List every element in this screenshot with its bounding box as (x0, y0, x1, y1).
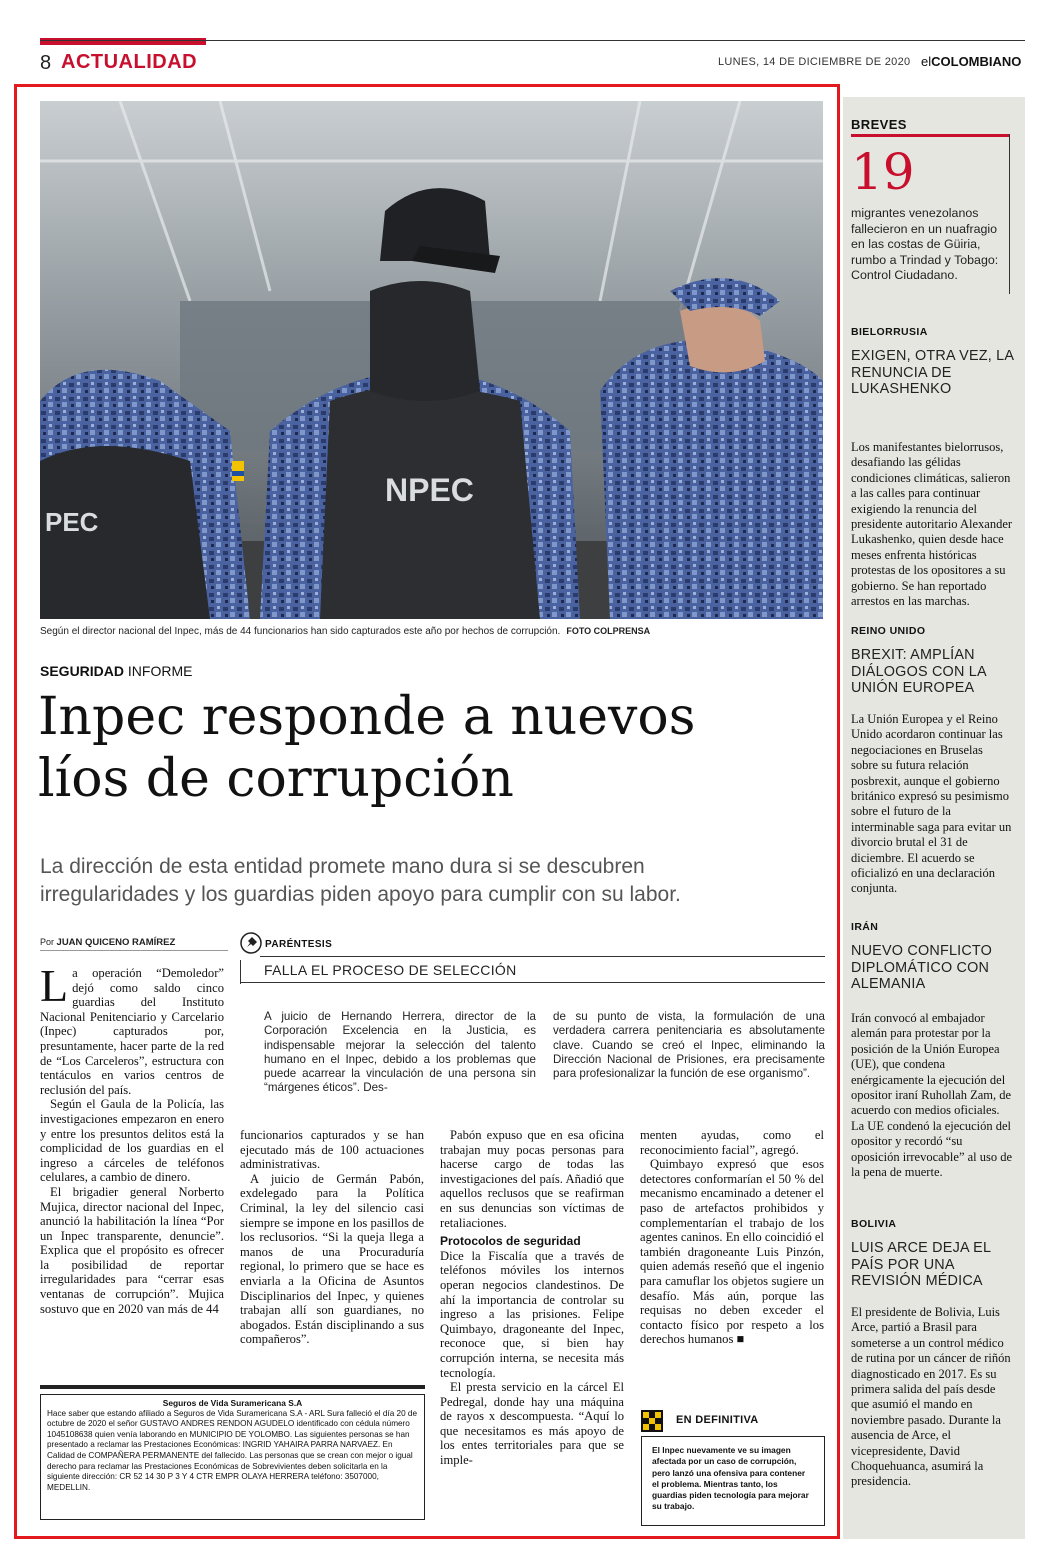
vest-text-left: PEC (45, 507, 99, 537)
byline (40, 937, 175, 948)
paragraph: menten ayudas, como el reconocimiento facial”, agregó. (640, 1128, 824, 1157)
issue-date: LUNES, 14 DE DICIEMBRE DE 2020 (718, 56, 911, 68)
article-column-1 (40, 960, 224, 1316)
brief-kicker: BOLIVIA (851, 1218, 897, 1230)
brief-headline: LUIS ARCE DEJA EL PAÍS POR UNA REVISIÓN MÉDICA (851, 1240, 991, 1290)
brief-kicker: BIELORRUSIA (851, 326, 928, 338)
paragraph (40, 960, 224, 1097)
paragraph: El presta servicio en la cárcel El Pedregal, donde hay una máquina de rayos x descompuesta. “Aquí lo que necesitamos es más apoyo de los entes territoriales para que se imple- (440, 1380, 624, 1468)
parentesis-title: FALLA EL PROCESO DE SELECCIÓN (264, 962, 517, 978)
legal-notice (40, 1394, 425, 1520)
logo-prefix: el (921, 54, 932, 69)
sidebar-title: BREVES (851, 117, 907, 132)
sidebar-big-text: migrantes venezolanos fallecieron en un nuafragio en las costas de Güiria, rumbo a Trindad y Tobago: Control Ciudadano. (851, 206, 999, 283)
header-rule (40, 40, 1025, 41)
parentesis-text-left: A juicio de Hernando Herrera, director de la Corporación Excelencia en la Justicia, es indispensable mejorar la selección del talento humano en el Inpec, debido a los problemas que puede acarrear la vinculación de una persona sin “márgenes éticos”. Des- (264, 1010, 536, 1095)
paragraph: Dice la Fiscalía que a través de teléfonos móviles los internos operan negocios clandestinos. De ahí la importancia de controlar su ingreso a las prisiones. Felipe Quimbayo, dragoneante del Inpec, reconoce que, si bien hay corrupción interna, se necesita más tecnología. (440, 1248, 624, 1380)
paragraph: funcionarios capturados y se han ejecutado más de 100 actuaciones administrativas. (240, 1128, 424, 1172)
article-column-4 (640, 1128, 824, 1347)
brief-text: Irán convocó al embajador alemán para protestar por la posición de la Unión Europea (UE), que condena enérgicamente la ejecución del opositor iraní Ruhollah Zam, de acuerdo con medios oficiales. La UE condenó la ejecución del opositor y recordó “su oposición irrevocable” al uso de la pena de muerte. (851, 1011, 1013, 1180)
sidebar-title-rule (851, 134, 1009, 137)
page-number: 8 (40, 52, 52, 74)
definitiva-label: EN DEFINITIVA (676, 1414, 759, 1426)
parentesis-text-right: de su punto de vista, la formulación de una verdadera carrera penitenciaria es absolutamente clave. Cuando se creó el Inpec, eliminando la Dirección Nacional de Prisiones, era precisamente para profesionalizar la función de ese organismo”. (553, 1010, 825, 1081)
vest-text-center: NPEC (385, 472, 474, 508)
sidebar-big-number: 19 (851, 143, 915, 201)
photo-caption (40, 626, 825, 637)
brief-kicker: IRÁN (851, 921, 879, 933)
notice-body: Hace saber que estando afiliado a Seguros de Vida Suramericana S.A - ARL Sura falleció el día 20 de octubre de 2020 el señor GUSTAVO ANDRES RENDON AGUDELO identificado con cédula número 1045108638 quien venía laborando en MUNICIPIO DE YOLOMBO. Las siguientes personas se han presentado a reclamar las Prestaciones Económicas: INGRID YAHAIRA PARRA NARVAEZ. En Calidad de COMPAÑERA PERMANENTE del fallecido. Las personas que se crean con mejor o igual derecho para reclamar las Prestaciones Económicas de Sobrevivientes deben solicitarla en la siguiente dirección: CR 52 14 30 P 3 Y 4 CTR EMPR OLAYA HERRERA teléfono: 3507000, MEDELLIN. (47, 1408, 418, 1492)
brief-kicker: REINO UNIDO (851, 625, 926, 637)
section-subtitle: Protocolos de seguridad (440, 1234, 581, 1249)
dropcap: L (40, 960, 69, 1011)
article-headline (38, 686, 828, 810)
article-column-3 (440, 1128, 624, 1468)
brief-text: El presidente de Bolivia, Luis Arce, partió a Brasil para someterse a un control médico de rutina por un cáncer de riñón diagnosticado en 2017. Es su primera salida del país desde que asumió el mando en noviembre pasado. Durante la ausencia de Arce, el vicepresidente, David Choquehuanca, asumirá la presidencia. (851, 1305, 1011, 1489)
paragraph: Según el Gaula de la Policía, las investigaciones empezaron en enero y entre los presuntos delitos está la complicidad de los guardias en el ingreso a cárceles de teléfonos celulares, a cambio de dinero. (40, 1097, 224, 1185)
section-name: ACTUALIDAD (61, 51, 198, 73)
logo-name: COLOMBIANO (931, 54, 1022, 69)
paragraph-text: a operación “Demoledor” dejó como saldo cinco guardias del Instituto Nacional Penitenciario y Carcelario (Inpec) capturados por, presuntamente, hacer parte de la red de “Los Carceleros”, estructura con tentáculos en varios centros de reclusión del país. (40, 966, 224, 1097)
article-column-2 (240, 1128, 424, 1347)
byline-author: JUAN QUICENO RAMÍREZ (56, 937, 176, 948)
subhead-line-2: irregularidades y los guardias piden apoyo para cumplir con su labor. (40, 883, 681, 906)
byline-rule (40, 950, 228, 951)
definitiva-box: El Inpec nuevamente ve su imagen afectada por un caso de corrupción, pero lanzó una ofensiva para contener el problema. Mientras tanto, los guardias piden tecnología para mejorar su trabajo. (641, 1436, 825, 1526)
brief-headline: NUEVO CONFLICTO DIPLOMÁTICO CON ALEMANIA (851, 943, 993, 993)
parentesis-rule (260, 956, 825, 957)
parentesis-label: PARÉNTESIS (265, 939, 333, 950)
paragraph: El brigadier general Norberto Mujica, director nacional del Inpec, anunció la habilitación la línea “Por un Inpec transparente, denuncie”. Explica que el propósito es ofrecer la posibilidad de reportar irregularidades para “cerrar esas ventanas de corrupción”. Mujica sostuvo que en 2020 van más de 44 (40, 1184, 224, 1316)
brief-text: La Unión Europea y el Reino Unido acordaron continuar las negociaciones en Bruselas sobre su futura relación posbrexit, aunque el gobierno británico expresó su pesimismo sobre el futuro de la interminable saga para evitar un divorcio brutal el 31 de diciembre. El acuerdo se oficializó en una declaración conjunta. (851, 712, 1012, 896)
photo-credit: FOTO COLPRENSA (566, 626, 651, 636)
byline-prefix: Por (40, 937, 55, 947)
article-subhead (40, 853, 820, 909)
paragraph: A juicio de Germán Pabón, exdelegado para la Política Criminal, la ley del silencio casi siempre se impone en los pasillos de los reclusorios. “Si la queja llega a manos de una Procuraduría regional, lo primero que se hace es enviarla a la Oficina de Asuntos Disciplinarios del Inpec, y quienes trabajan allí son guardianes, no abogados. Están disciplinando a sus compañeros”. (240, 1171, 424, 1347)
newspaper-logo (921, 54, 1021, 69)
brief-text: Los manifestantes bielorrusos, desafiando las gélidas condiciones climáticas, salieron a las calles para continuar exigiendo la renuncia del presidente autoritario Alexander Lukashenko, quien desde hace meses enfrenta históricas protestas de los opositores a su gobierno. Se han reportado arrestos en las marchas. (851, 440, 1013, 609)
brief-headline: EXIGEN, OTRA VEZ, LA RENUNCIA DE LUKASHENKO (851, 348, 1014, 398)
headline-line-2: líos de corrupción (38, 749, 514, 809)
parentesis-vrule (240, 960, 241, 984)
kicker-section: SEGURIDAD (40, 663, 125, 679)
caption-text: Según el director nacional del Inpec, más de 44 funcionarios han sido capturados este año por hechos de corrupción. (40, 626, 561, 637)
subhead-line-1: La dirección de esta entidad promete mano dura si se descubren (40, 855, 645, 878)
headline-line-1: Inpec responde a nuevos (38, 687, 696, 747)
paragraph: Pabón expuso que en esa oficina trabajan muy pocas personas para hacerse cargo de todas las investigaciones del país. Añadió que aquellos reclusos que se reafirman en sus denuncias son víctimas de retaliaciones. (440, 1128, 624, 1230)
brief-headline: BREXIT: AMPLÍAN DIÁLOGOS CON LA UNIÓN EUROPEA (851, 647, 986, 697)
notice-title: Seguros de Vida Suramericana S.A (162, 1398, 303, 1408)
kicker-type: INFORME (127, 663, 193, 679)
article-photo (40, 101, 823, 619)
parentesis-rule-bottom (240, 982, 825, 983)
paragraph: Quimbayo expresó que esos detectores conformarían el 50 % del mecanismo encaminado a detener el paso de artefactos prohibidos y complementarían el trabajo de los agentes caninos. En ello coincidió el también dragoneante Luis Pinzón, quien además reseñó que el ingenio para camuflar los objetos sugiere un desafío. Más aún, porque las requisas no deben exceder el contacto físico por respeto a los derechos humanos ■ (640, 1157, 824, 1347)
pin-icon (240, 932, 262, 954)
notice-rule (40, 1385, 425, 1389)
article-kicker (40, 663, 192, 679)
checker-icon (641, 1410, 663, 1432)
